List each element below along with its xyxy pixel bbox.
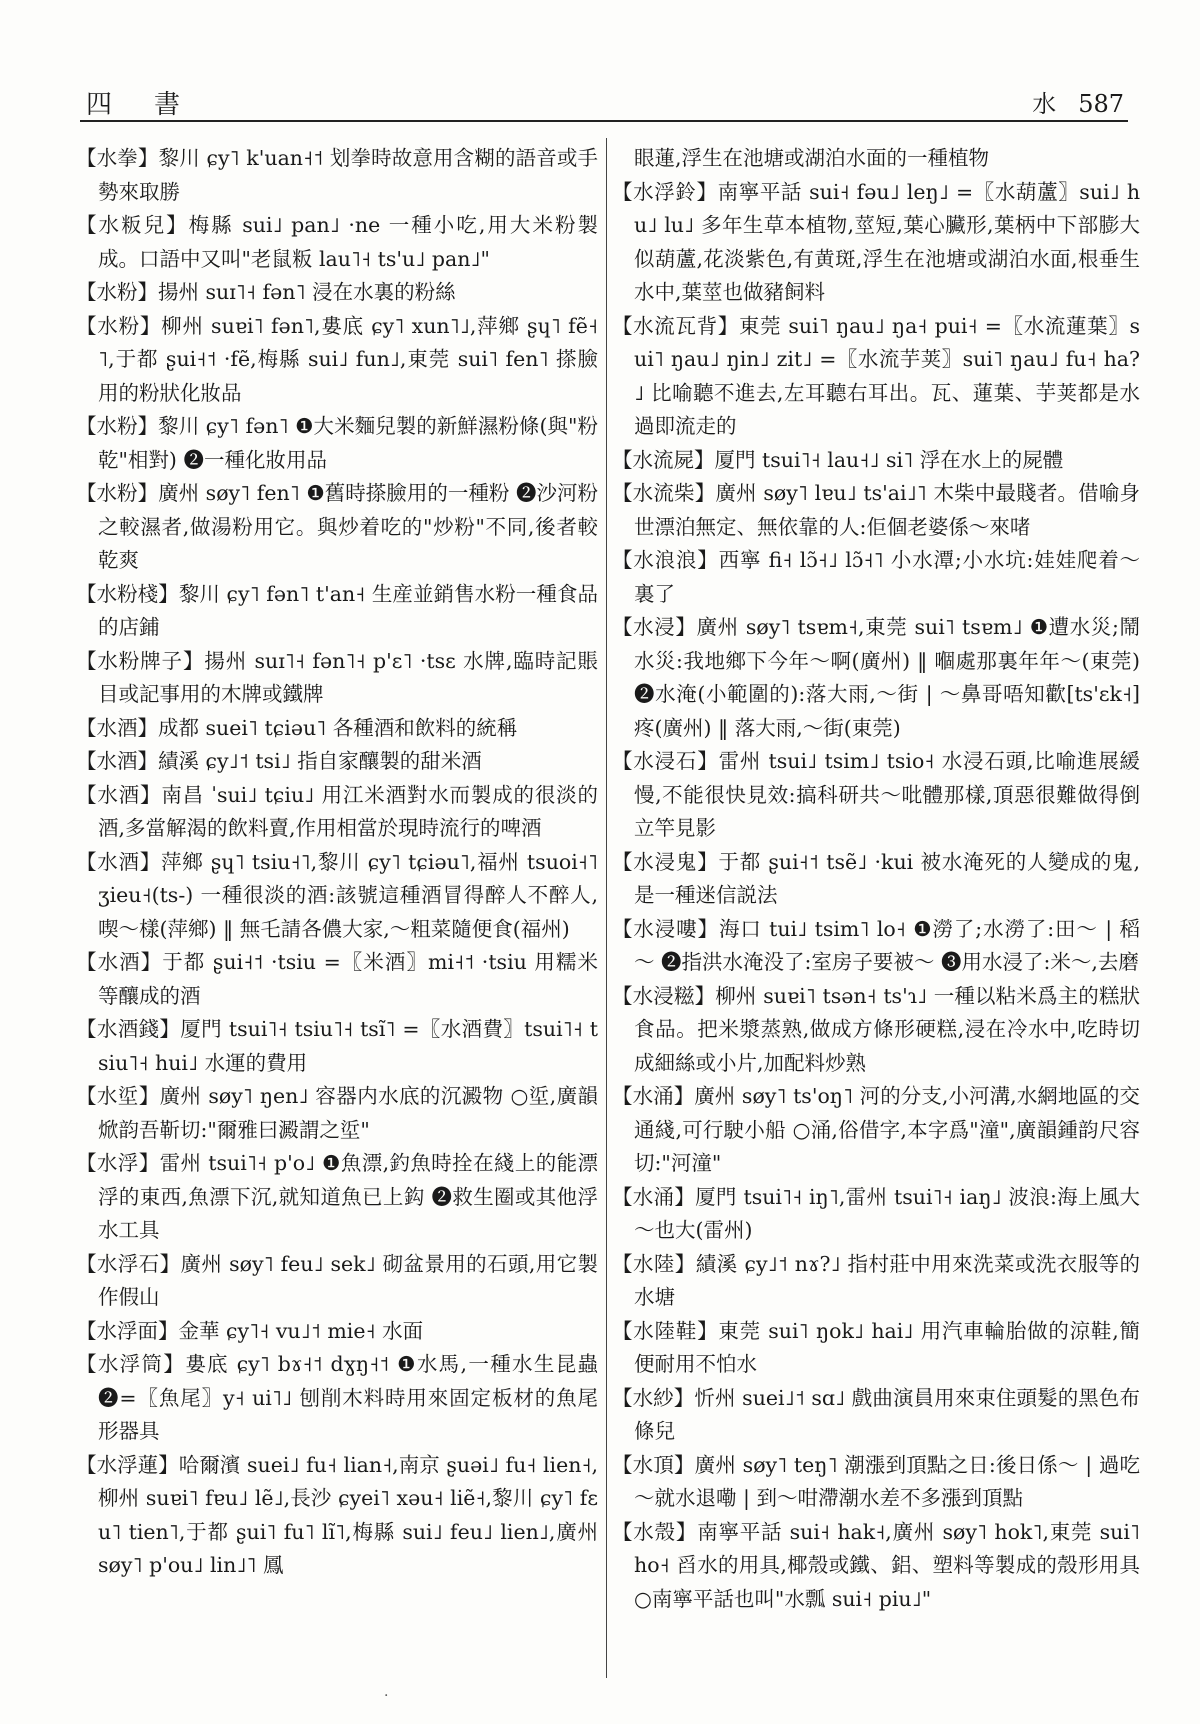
entry-headword: 【 水流柴 】: [612, 481, 715, 505]
entry-headword: 【 水酒 】: [76, 783, 161, 807]
entry-definition: 廣州 søy˥ ŋen˩ 容器内水底的沉澱物 ○垽,廣韻焮韵吾靳切:"爾雅曰澱謂之垽": [98, 1084, 599, 1142]
dictionary-entry: [76, 578, 598, 645]
entry-headword: 【 水殼 】: [612, 1520, 697, 1544]
dictionary-body: [76, 142, 1140, 1616]
entry-definition: 海口 tui˩ tsim˥ lo˧ ❶澇了;水澇了:田～ | 稻～ ❷指洪水淹没了:室房子要被～ ❸用水浸了:米～,去磨: [634, 916, 1141, 974]
entry-headword: 【 水酒 】: [76, 950, 162, 974]
entry-headword: 【 水浮筒 】: [76, 1352, 185, 1376]
entry-headword: 【 水粉 】: [76, 314, 161, 338]
entry-definition: 黎川 ɕy˥ k'uan˧˦ 划拳時故意用含糊的語音或手勢來取勝: [98, 146, 599, 204]
entry-definition: 黎川 ɕy˥ fən˥ t'an˧ 生産並銷售水粉一種食品的店鋪: [98, 581, 598, 639]
entry-headword: 【 水拳 】: [76, 146, 159, 170]
dictionary-entry: [76, 1449, 598, 1583]
entry-headword: 【 水粄兒 】: [76, 213, 189, 237]
entry-headword: 【 水紗 】: [612, 1386, 694, 1410]
entry-definition: 東莞 sui˥ ŋau˩ ŋa˧ pui˧ =〖水流蓮葉〗sui˥ ŋau˩ ŋin˩ zit˩ =〖水流芋荚〗sui˥ ŋau˩ fu˧ ha?˩ 比喻聽不進去,左耳聽右耳出。瓦、蓮葉、芋荚都是水過即流走的: [634, 313, 1141, 438]
entry-definition: 揚州 suɪ˥˧ fən˥ 浸在水裏的粉絲: [158, 280, 456, 304]
entry-definition: 忻州 suei˩˦ sɑ˩ 戲曲演員用來束住頭髮的黑色布條兒: [634, 1385, 1140, 1443]
entry-definition: 柳州 suɐi˥ fən˥,婁底 ɕy˥ xun˥˩,萍鄉 ʂɥ˥ fẽ˧˥,于都 ʂui˧˦ ·fẽ,梅縣 sui˩ fun˩,東莞 sui˥ fen˥ 搽臉用的粉狀化妝品: [98, 313, 599, 405]
entry-headword: 【 水頂 】: [612, 1453, 695, 1477]
entry-definition: 揚州 suɪ˥˧ fən˥˧ p'ɛ˥ ·tsɛ 水牌,臨時記賬目或記事用的木牌或鐵牌: [98, 648, 599, 706]
entry-definition: 梅縣 sui˩ pan˩ ·ne 一種小吃,用大米粉製成。口語中又叫"老鼠粄 lau˥˧ ts'u˩ pan˩": [98, 213, 599, 271]
entry-definition: 厦門 tsui˥˧ iŋ˥,雷州 tsui˥˧ iaŋ˩ 波浪:海上風大～也大(雷州): [634, 1184, 1141, 1242]
dictionary-entry: [76, 1013, 598, 1080]
entry-headword: 【 水陸 】: [612, 1252, 696, 1276]
running-head: [1032, 84, 1124, 119]
entry-headword: 【 水粉棧 】: [76, 582, 179, 606]
entry-definition: 黎川 ɕy˥ fən˥ ❶大米麵兒製的新鮮濕粉條(與"粉乾"相對) ❷一種化妝用品: [98, 414, 599, 472]
entry-headword: 【 水陸鞋 】: [612, 1319, 718, 1343]
dictionary-entry: [76, 846, 598, 947]
entry-definition: 東莞 sui˥ ŋok˩ hai˩ 用汽車輪胎做的涼鞋,簡便耐用不怕水: [634, 1318, 1141, 1376]
entry-headword: 【 水粉 】: [76, 481, 158, 505]
entry-headword: 【 水浮鈴 】: [612, 180, 718, 204]
entry-definition: 廣州 søy˥ tsɐm˧,東莞 sui˥ tsɐm˩ ❶遭水災;鬧水災:我地鄉下今年～啊(廣州) ‖ 嗰處那裏年年～(東莞) ❷水淹(小範圍的):落大雨,～街 | ～鼻哥唔知歡[ts'ɛk˧]疼(廣州) ‖ 落大雨,～街(東莞): [634, 615, 1141, 740]
dictionary-entry: [612, 846, 1140, 913]
entry-headword: 【 水浮石 】: [76, 1252, 180, 1276]
entry-headword: 【 水浸 】: [612, 615, 696, 639]
entry-headword: 【 水浸嘍 】: [612, 917, 719, 941]
entry-definition: 雷州 tsui˥˧ p'o˩ ❶魚漂,釣魚時拴在綫上的能漂浮的東西,魚漂下沉,就知道魚已上鈎 ❷救生圈或其他浮水工具: [98, 1151, 599, 1242]
dictionary-entry: [76, 1147, 598, 1248]
dictionary-entry: [612, 444, 1140, 478]
dictionary-entry: [612, 1248, 1140, 1315]
dictionary-entry: [612, 477, 1140, 544]
entry-definition: 廣州 søy˥ fen˥ ❶舊時搽臉用的一種粉 ❷沙河粉之較濕者,做湯粉用它。與炒着吃的"炒粉"不同,後者較乾爽: [98, 481, 599, 572]
dictionary-entry: [76, 1315, 598, 1349]
entry-definition: 萍鄉 ʂɥ˥ tsiu˧˥,黎川 ɕy˥ tɕiəu˥,福州 tsuoi˧˥ ʒieu˧(ts-) 一種很淡的酒:該號這種酒冒得醉人不醉人,喫～樣(萍鄉) ‖ 無乇請各儂大家,～粗菜隨便食(福州): [98, 849, 599, 941]
entry-definition: 于都 ʂui˧˦ ·tsiu =〖米酒〗mi˧˦ ·tsiu 用糯米等釀成的酒: [98, 950, 599, 1008]
dictionary-entry: [76, 1348, 598, 1449]
entry-headword: 【 水涌 】: [612, 1084, 694, 1108]
dictionary-entry: [76, 410, 598, 477]
page-number: 587: [1078, 90, 1124, 118]
entry-definition: 廣州 søy˥ teŋ˥ 潮漲到頂點之日:後日係～ | 過吃～就水退嘞 | 到～咁滯潮水差不多漲到頂點: [634, 1452, 1141, 1510]
entry-definition: 西寧 fi˧ lɔ̃˧˩ lɔ̃˧˥ 小水潭;小水坑:娃娃爬着～裏了: [634, 548, 1141, 606]
entry-headword: 【 水浮面 】: [76, 1319, 179, 1343]
dictionary-entry: [76, 1248, 598, 1315]
left-column: [76, 142, 598, 1616]
entry-headword: 【 水酒錢 】: [76, 1017, 180, 1041]
entry-headword: 【 水浸石 】: [612, 749, 719, 773]
entry-headword: 【 水流瓦背 】: [612, 314, 739, 338]
entry-headword: 【 水浸糍 】: [612, 984, 715, 1008]
dictionary-entry: [76, 477, 598, 578]
entry-definition: 婁底 ɕy˥ bɤ˧˦ dɣŋ˧˦ ❶水馬,一種水生昆蟲 ❷=〖魚尾〗y˧ ui˥˩ 刨削木料時用來固定板材的魚尾形器具: [98, 1352, 599, 1443]
entry-definition: 金華 ɕy˥˧ vu˩˦ mie˧ 水面: [178, 1318, 424, 1343]
dictionary-entry: [76, 142, 598, 209]
dictionary-entry: [612, 1181, 1140, 1248]
page-header: [80, 84, 1128, 122]
entry-headword: 【 水酒 】: [76, 850, 161, 874]
dictionary-entry: [76, 645, 598, 712]
entry-definition: 厦門 tsui˥˧ lau˧˩ si˥ 浮在水上的屍體: [714, 447, 1064, 472]
head-character: 水: [1032, 90, 1057, 118]
dictionary-entry: [76, 276, 598, 310]
dictionary-entry: [612, 1382, 1140, 1449]
dictionary-entry: [612, 544, 1140, 611]
entry-headword: 【 水垽 】: [76, 1084, 160, 1108]
dictionary-entry: [76, 1080, 598, 1147]
entry-definition: 績溪 ɕy˩˦ nɤ?˩ 指村莊中用來洗菜或洗衣服等的水塘: [634, 1251, 1141, 1309]
entry-headword: 【 水浪浪 】: [612, 548, 719, 572]
dictionary-entry: [612, 1449, 1140, 1516]
entry-headword: 【 水流屍 】: [612, 448, 715, 472]
dictionary-entry: [612, 745, 1140, 846]
entry-headword: 【 水粉牌子 】: [76, 649, 204, 673]
dictionary-entry: [76, 745, 598, 779]
entry-definition: 廣州 søy˥ feu˩ sek˩ 砌盆景用的石頭,用它製作假山: [98, 1251, 599, 1309]
section-title: 四 書: [86, 90, 189, 120]
entry-headword: 【 水粉 】: [76, 414, 158, 438]
dictionary-entry: [612, 310, 1140, 444]
entry-headword: 【 水浮蓮 】: [76, 1453, 179, 1477]
entry-headword: 【 水浮 】: [76, 1151, 160, 1175]
entry-definition: 南寧平話 sui˧ hak˧,廣州 søy˥ hok˥,東莞 sui˥ ho˧ 舀水的用具,椰殼或鐵、鋁、塑料等製成的殼形用具 ○南寧平話也叫"水瓢 sui˧ piu˩": [634, 1519, 1141, 1611]
dictionary-entry: [612, 1315, 1140, 1382]
entry-definition: 廣州 søy˥ ts'oŋ˥ 河的分支,小河溝,水網地區的交通綫,可行駛小船 ○涌,俗借字,本字爲"潼",廣韻鍾韵尺容切:"河潼": [634, 1084, 1141, 1175]
entry-definition: 南昌 ˈsui˩ tɕiu˩ 用江米酒對水而製成的很淡的酒,多當解渴的飲料賣,作用相當於現時流行的啤酒: [98, 782, 599, 840]
entry-definition: 廣州 søy˥ lɐu˩ ts'ai˩˥ 木柴中最賤者。借喻身世漂泊無定、無依靠的人:佢個老婆係～來啫: [634, 481, 1141, 539]
dictionary-entry: [612, 1516, 1140, 1617]
entry-headword: 【 水粉 】: [76, 280, 158, 304]
dictionary-entry: [612, 611, 1140, 745]
entry-definition: 雷州 tsui˩ tsim˩ tsio˧ 水浸石頭,比喻進展緩慢,不能很快見效:搞科研共～吡體那樣,頂惡很難做得倒立竿見影: [634, 749, 1141, 840]
entry-definition: 柳州 suɐi˥ tsən˧ ts'ɿ˩ 一種以粘米爲主的糕狀食品。把米漿蒸熟,做成方條形硬糕,浸在冷水中,吃時切成細絲或小片,加配料炒熟: [634, 983, 1141, 1075]
entry-definition: 眼蓮,浮生在池塘或湖泊水面的一種植物: [634, 146, 990, 170]
dictionary-entry: [76, 712, 598, 746]
dictionary-entry: [76, 946, 598, 1013]
entry-headword: 【 水酒 】: [76, 749, 158, 773]
dictionary-entry: [76, 779, 598, 846]
entry-headword: 【 水涌 】: [612, 1185, 695, 1209]
entry-definition: 厦門 tsui˥˧ tsiu˥˧ tsĩ˥ =〖水酒費〗tsui˥˧ tsiu˥˧ hui˩ 水運的費用: [98, 1017, 599, 1075]
dictionary-entry: [612, 980, 1140, 1081]
entry-definition: 南寧平話 sui˧ fəu˩ leŋ˩ =〖水葫蘆〗sui˩ hu˩ lu˩ 多年生草本植物,莖短,葉心臟形,葉柄中下部膨大似葫蘆,花淡紫色,有黄斑,浮生在池塘或湖泊水面,根垂生水中,葉莖也做豬飼料: [634, 179, 1141, 304]
dictionary-entry: [612, 142, 1140, 176]
margin-mark: ·: [384, 1688, 389, 1704]
entry-headword: 【 水酒 】: [76, 716, 158, 740]
right-column: [612, 142, 1140, 1616]
dictionary-entry: [76, 209, 598, 276]
entry-definition: 成都 suei˥ tɕiəu˥ 各種酒和飲料的統稱: [158, 715, 518, 740]
entry-definition: 于都 ʂui˧˦ tsẽ˩ ·kui 被水淹死的人變成的鬼,是一種迷信説法: [634, 849, 1141, 907]
dictionary-entry: [612, 1080, 1140, 1181]
dictionary-entry: [612, 176, 1140, 310]
entry-definition: 績溪 ɕy˩˦ tsi˩ 指自家釀製的甜米酒: [158, 749, 482, 773]
entry-headword: 【 水浸鬼 】: [612, 850, 718, 874]
entry-definition: 哈爾濱 suei˩ fu˧ lian˧,南京 ʂuəi˩ fu˧ lien˧,柳州 suɐi˥ fɐu˩ lẽ˩,長沙 ɕyei˥ xəu˧ liẽ˧,黎川 ɕy˥ fɛu˥ tien˥,于都 ʂui˥ fu˥ lĩ˥,梅縣 sui˩ feu˩ lien˩,廣州 søy˥ p'ou˩ lin˩˥ 鳳: [98, 1452, 599, 1577]
dictionary-entry: [76, 310, 598, 411]
dictionary-entry: [612, 913, 1140, 980]
